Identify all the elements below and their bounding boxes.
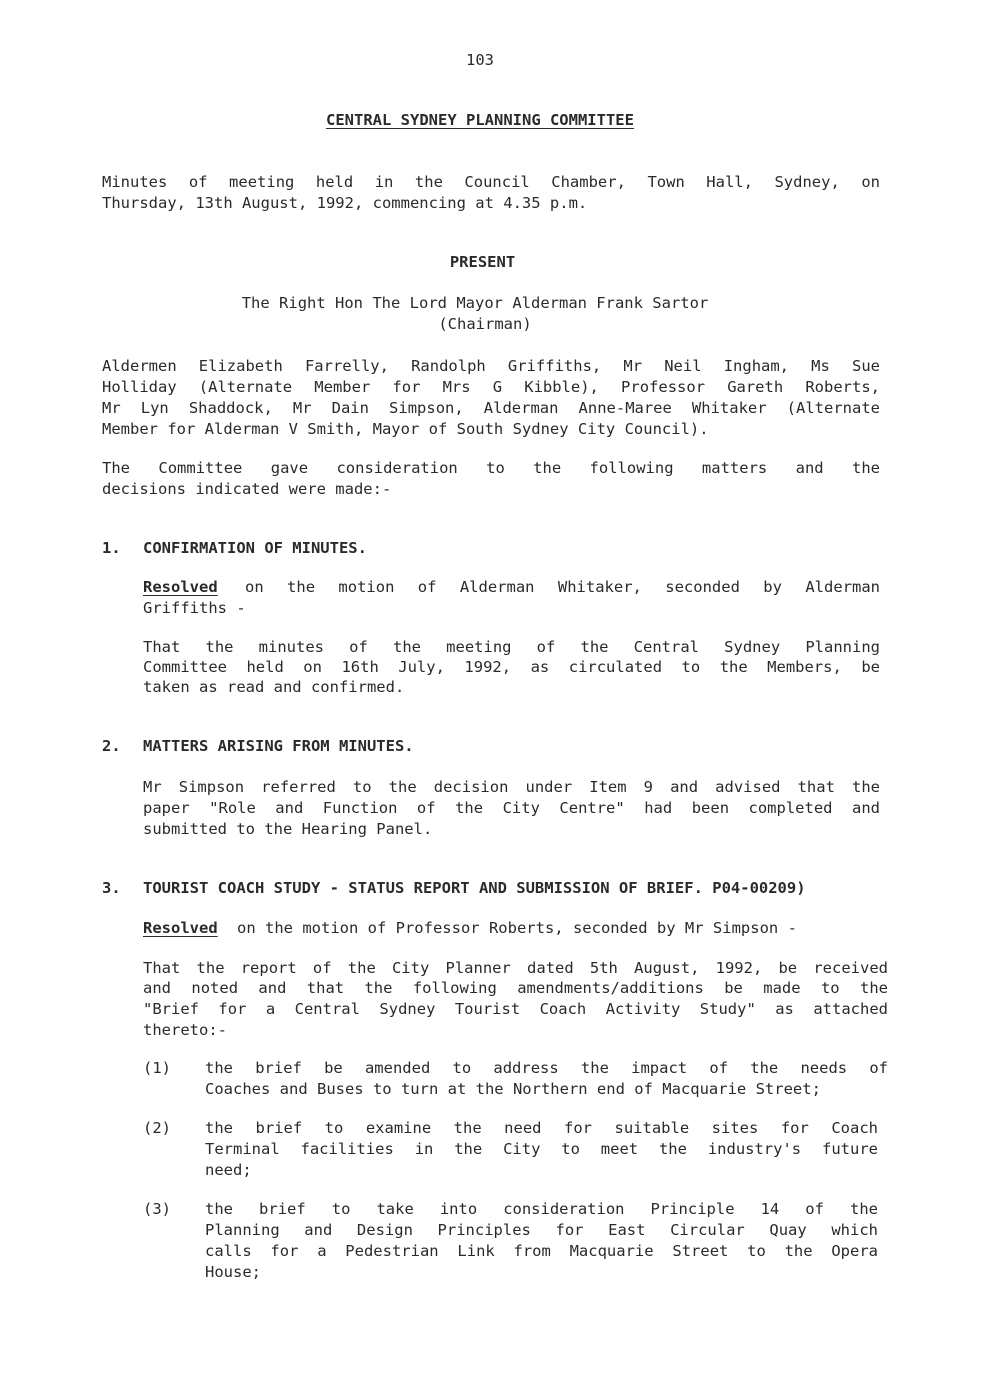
subitem-label: (1) xyxy=(143,1059,171,1077)
subitem-label: (3) xyxy=(143,1200,171,1218)
resolved-label: Resolved xyxy=(143,919,218,937)
item-body-line: That the minutes of the meeting of the Central Sydney Planning xyxy=(143,638,880,656)
document-title: CENTRAL SYDNEY PLANNING COMMITTEE xyxy=(326,111,634,129)
subitem-line: the brief to take into consideration Principle 14 of the xyxy=(205,1200,878,1218)
item-body-line: taken as read and confirmed. xyxy=(143,678,405,696)
subitem-line: calls for a Pedestrian Link from Macquarie Street to the Opera xyxy=(205,1242,878,1260)
chairman-line-1: The Right Hon The Lord Mayor Alderman Frank Sartor xyxy=(241,294,709,312)
subitem-line: need; xyxy=(205,1161,252,1179)
present-heading: PRESENT xyxy=(449,253,516,271)
item-heading: TOURIST COACH STUDY - STATUS REPORT AND SUBMISSION OF BRIEF. P04-00209) xyxy=(143,879,806,897)
intro-line-1: Minutes of meeting held in the Council Chamber, Town Hall, Sydney, on xyxy=(102,173,880,191)
members-line: Mr Lyn Shaddock, Mr Dain Simpson, Alderman Anne-Maree Whitaker (Alternate xyxy=(102,399,880,417)
page-number: 103 xyxy=(466,51,494,69)
resolved-label: Resolved xyxy=(143,578,218,596)
resolved-motion: on the motion of Alderman Whitaker, seconded by Alderman xyxy=(245,578,880,596)
subitem-line: the brief be amended to address the impact of the needs of xyxy=(205,1059,888,1077)
subitem-line: House; xyxy=(205,1263,261,1281)
members-line: Holliday (Alternate Member for Mrs G Kibble), Professor Gareth Roberts, xyxy=(102,378,880,396)
item-heading: MATTERS ARISING FROM MINUTES. xyxy=(143,737,414,755)
resolved-motion: on the motion of Professor Roberts, seconded by Mr Simpson - xyxy=(237,919,797,937)
consideration-line: decisions indicated were made:- xyxy=(102,480,392,498)
members-line: Aldermen Elizabeth Farrelly, Randolph Griffiths, Mr Neil Ingham, Ms Sue xyxy=(102,357,880,375)
resolved-motion-line-2: Griffiths - xyxy=(143,599,246,617)
subitem-line: Planning and Design Principles for East Circular Quay which xyxy=(205,1221,878,1239)
item-number: 3. xyxy=(102,879,121,897)
subitem-line: the brief to examine the need for suitable sites for Coach xyxy=(205,1119,878,1137)
subitem-line: Coaches and Buses to turn at the Northern end of Macquarie Street; xyxy=(205,1080,821,1098)
item-body-line: thereto:- xyxy=(143,1021,227,1039)
intro-line-2: Thursday, 13th August, 1992, commencing at 4.35 p.m. xyxy=(102,194,588,212)
item-body-line: submitted to the Hearing Panel. xyxy=(143,820,433,838)
item-body-line: and noted and that the following amendments/additions be made to the xyxy=(143,979,888,997)
item-heading: CONFIRMATION OF MINUTES. xyxy=(143,539,367,557)
consideration-line: The Committee gave consideration to the following matters and the xyxy=(102,459,880,477)
subitem-label: (2) xyxy=(143,1119,171,1137)
item-body-line: paper "Role and Function of the City Centre" had been completed and xyxy=(143,799,880,817)
item-body-line: That the report of the City Planner dated 5th August, 1992, be received xyxy=(143,959,888,977)
item-number: 2. xyxy=(102,737,121,755)
item-body-line: "Brief for a Central Sydney Tourist Coach Activity Study" as attached xyxy=(143,1000,888,1018)
item-number: 1. xyxy=(102,539,121,557)
item-body-line: Mr Simpson referred to the decision under Item 9 and advised that the xyxy=(143,778,880,796)
chairman-line-2: (Chairman) xyxy=(438,315,532,333)
members-line: Member for Alderman V Smith, Mayor of South Sydney City Council). xyxy=(102,420,709,438)
subitem-line: Terminal facilities in the City to meet the industry's future xyxy=(205,1140,878,1158)
item-body-line: Committee held on 16th July, 1992, as circulated to the Members, be xyxy=(143,658,880,676)
